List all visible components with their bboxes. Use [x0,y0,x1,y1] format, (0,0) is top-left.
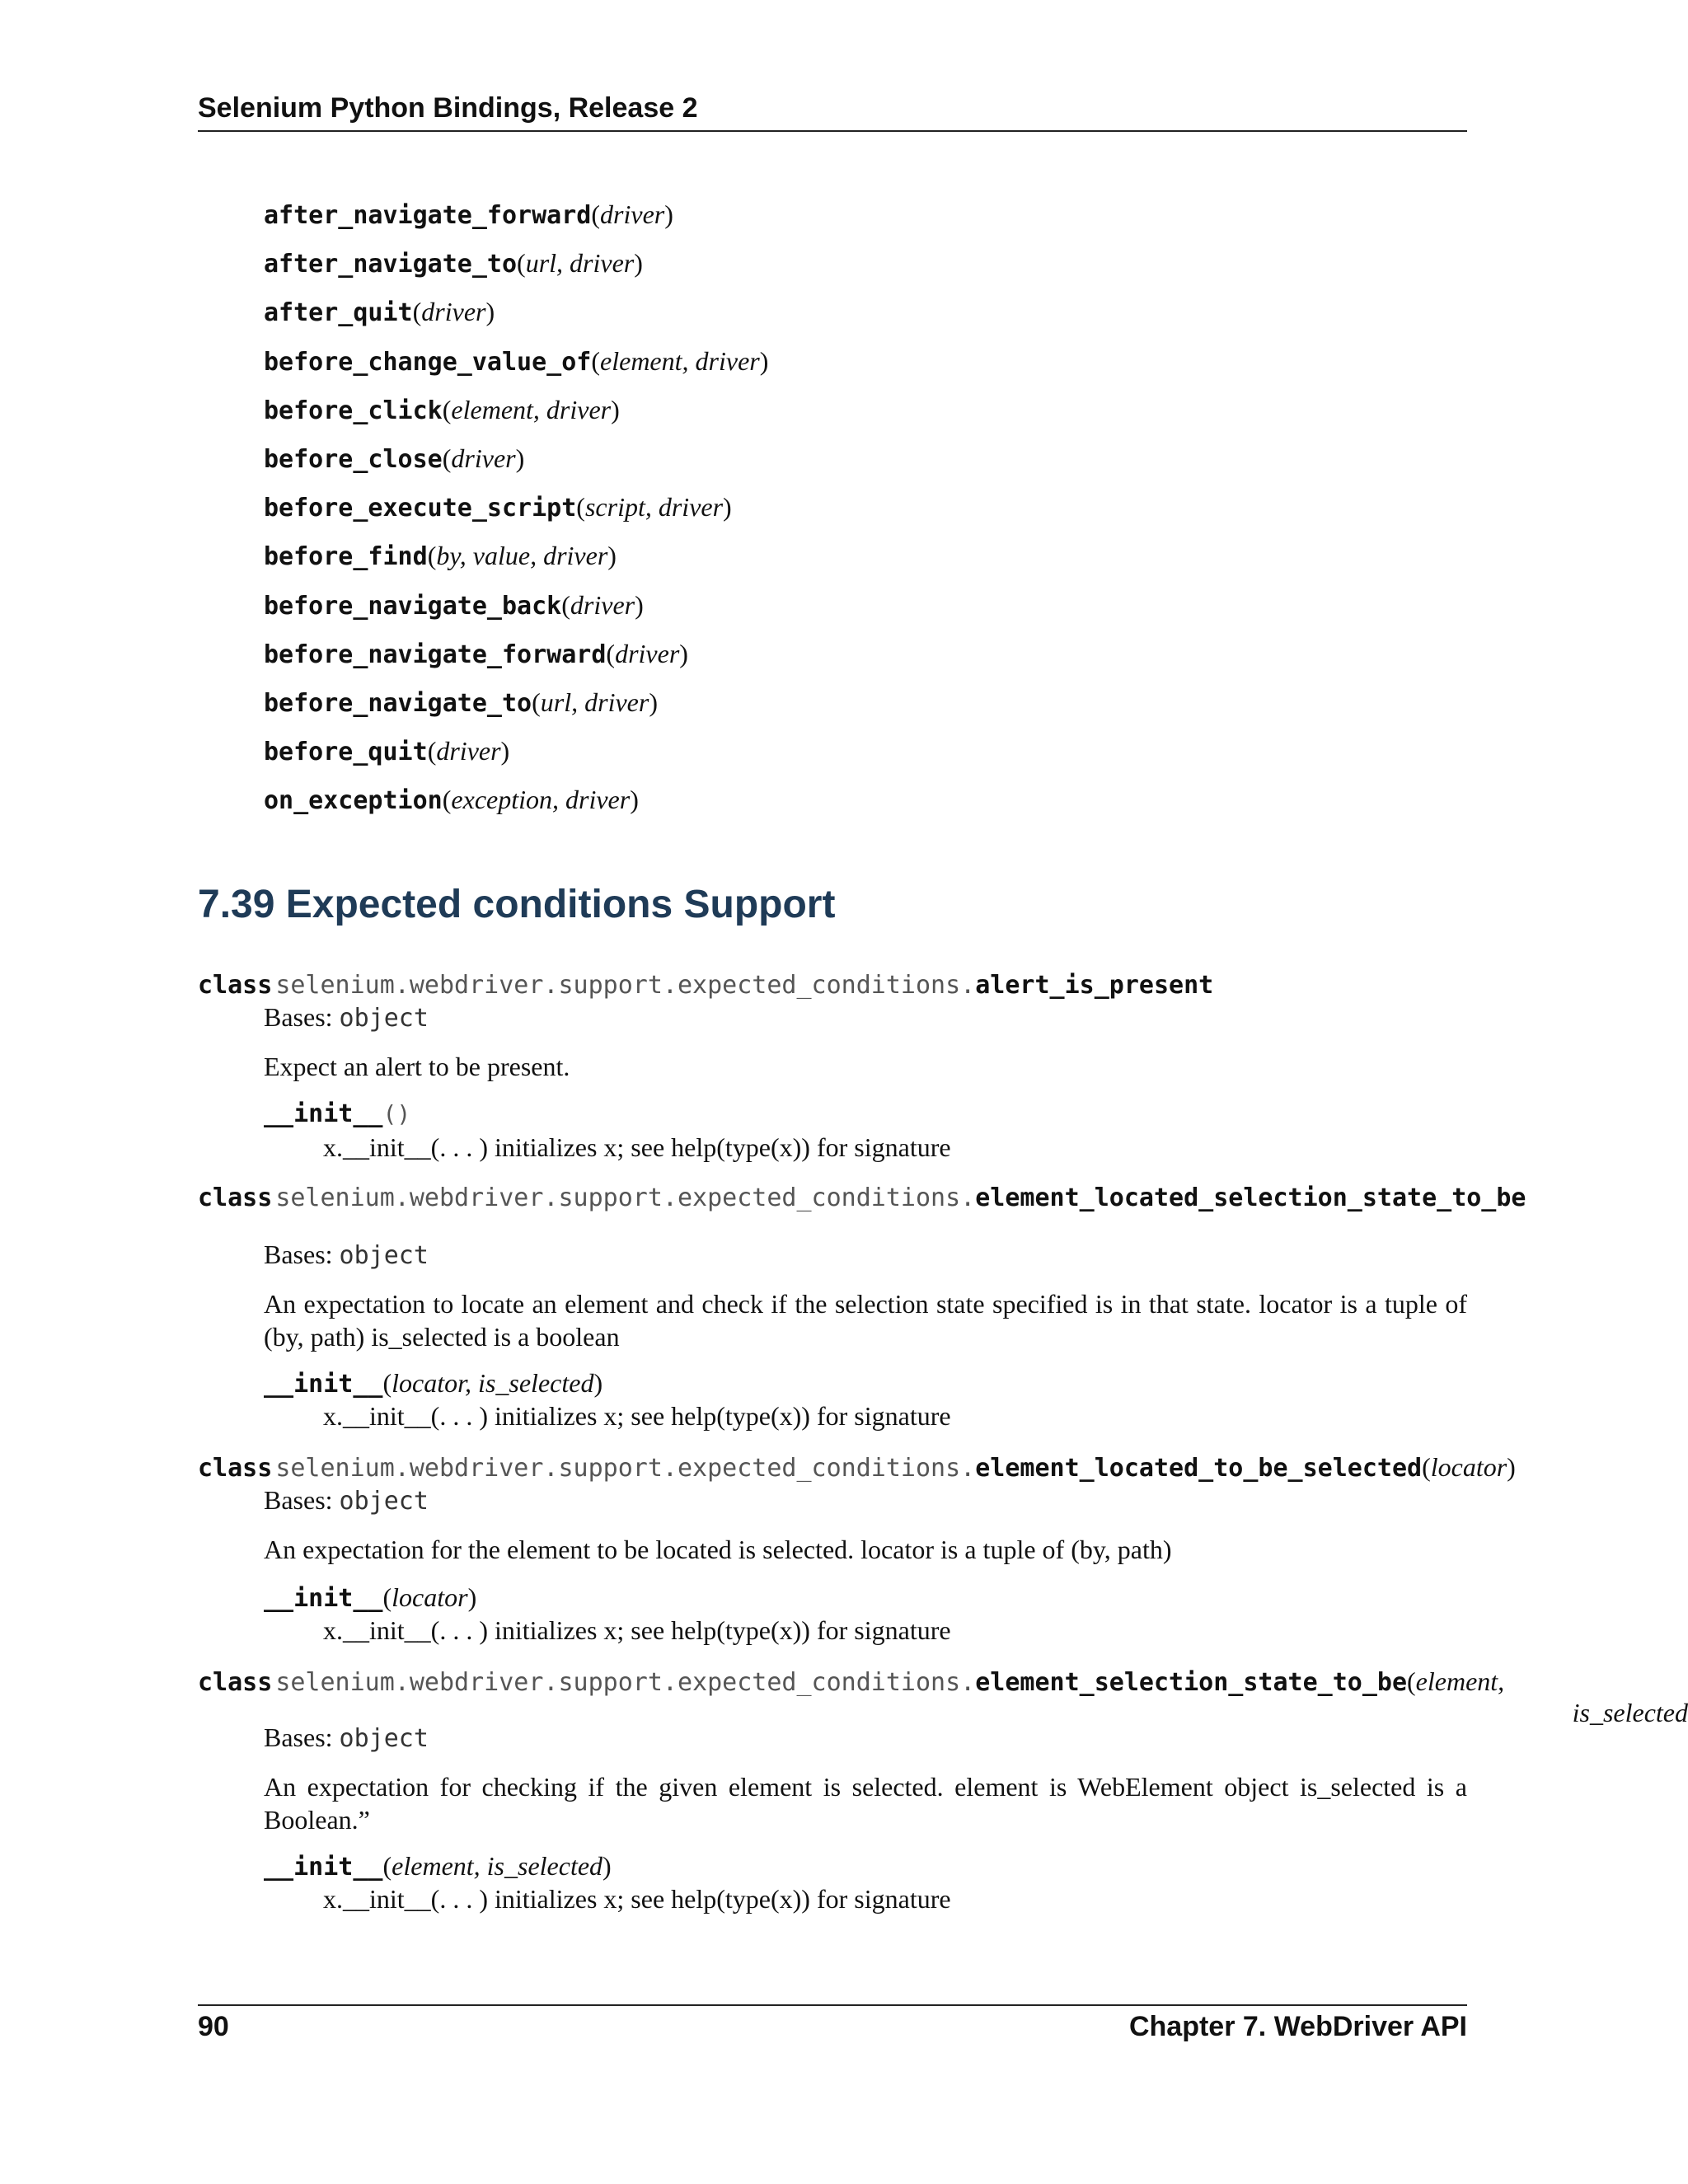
class-module-path: selenium.webdriver.support.expected_conditions. [275,1183,976,1212]
class-description: An expectation for the element to be located is selected. locator is a tuple of (by, path) [264,1535,1172,1564]
method-signature [264,199,673,230]
method-signature [264,687,658,718]
running-header-title: Selenium Python Bindings, Release 2 [198,92,698,124]
class-keyword: class [198,1183,273,1212]
method-signature [264,736,509,766]
method-args: url, driver [525,248,635,278]
class-name: alert_is_present [975,971,1214,1000]
init-args: () [382,1100,411,1127]
class-name: element_located_selection_state_to_be [975,1183,1526,1212]
method-signature [264,590,644,621]
class-signature [198,971,1213,1000]
open-paren: ( [442,443,452,473]
method-args: driver [451,443,516,473]
class-args-continuation [1573,1698,1688,1728]
init-description: x.__init__(. . . ) initializes x; see help(type(x)) for signature [323,1132,951,1162]
footer-page-number: 90 [198,2011,229,2042]
close-paren: ) [723,492,732,522]
open-paren: ( [1407,1666,1416,1696]
close-paren: ) [467,1582,477,1612]
init-args: locator [392,1582,468,1612]
method-signature [264,443,524,474]
method-name: before_change_value_of [264,348,592,377]
close-paren: ) [664,199,673,229]
close-paren: ) [603,1851,612,1881]
method-args: driver [600,199,665,229]
method-args: by, value, driver [436,541,608,570]
method-name: before_find [264,542,428,571]
method-signature [264,639,688,669]
init-name: __init__ [264,1853,383,1882]
open-paren: ( [382,1851,392,1881]
footer-rule [198,2004,1467,2006]
open-paren: ( [382,1368,392,1398]
method-signature [264,395,620,425]
close-paren: ) [634,248,643,278]
class-description: An expectation to locate an element and check if the selection state specified is in that state. locator is a tuple of (by, path) is_selected is a boolean [264,1289,1467,1352]
class-signature [198,1452,1516,1483]
bases-label: Bases: [264,1002,333,1032]
bases-value: object [339,1724,429,1753]
open-paren: ( [576,492,585,522]
method-name: after_quit [264,298,413,327]
class-args: locator [1430,1452,1507,1482]
method-name: before_close [264,445,443,474]
bases-line [264,1485,429,1516]
close-paren: ) [630,785,639,814]
open-paren: ( [1422,1452,1431,1482]
open-paren: ( [591,346,601,376]
close-paren: ) [500,736,510,766]
open-paren: ( [442,785,452,814]
open-paren: ( [517,248,526,278]
close-paren: ) [635,590,644,620]
method-signature [264,541,617,571]
class-keyword: class [198,1668,273,1697]
class-description: An expectation for checking if the given element is selected. element is WebElement object is_selected is a Boolean.” [264,1772,1467,1835]
bases-value: object [339,1004,429,1033]
method-args: script, driver [584,492,724,522]
method-args: driver [615,639,680,668]
class-keyword: class [198,971,273,1000]
class-args-wrapped: is_selected [1572,1698,1688,1727]
close-paren: ) [679,639,688,668]
init-signature [264,1851,612,1882]
class-name: element_located_to_be_selected [975,1454,1423,1483]
class-module-path: selenium.webdriver.support.expected_conditions. [275,1454,976,1483]
method-signature [264,785,639,815]
class-module-path: selenium.webdriver.support.expected_conditions. [275,1668,976,1697]
open-paren: ( [427,541,437,570]
method-args: exception, driver [451,785,631,814]
header-rule [198,130,1467,132]
close-paren: ) [515,443,525,473]
method-signature [264,248,643,279]
open-paren: ( [427,736,437,766]
method-signature [264,346,768,377]
method-name: before_navigate_to [264,689,532,718]
footer-chapter-title: Chapter 7. WebDriver API [1128,2011,1467,2042]
method-name: before_navigate_back [264,592,562,621]
init-description: x.__init__(. . . ) initializes x; see help(type(x)) for signature [323,1884,951,1914]
close-paren: ) [611,395,620,424]
method-args: driver [436,736,501,766]
method-args: element, driver [600,346,760,376]
method-name: before_execute_script [264,494,577,523]
init-args: element, is_selected [392,1851,603,1881]
method-name: before_click [264,396,443,425]
class-description: Expect an alert to be present. [264,1052,570,1081]
class-signature [198,1666,1504,1697]
init-name: __init__ [264,1584,383,1613]
method-name: on_exception [264,786,443,815]
bases-label: Bases: [264,1485,333,1515]
bases-line [264,1722,429,1753]
open-paren: ( [532,687,541,717]
open-paren: ( [591,199,601,229]
init-name: __init__ [264,1370,383,1399]
method-args: driver [421,297,486,326]
bases-line [264,1240,429,1270]
open-paren: ( [412,297,422,326]
method-signature [264,297,495,327]
bases-value: object [339,1241,429,1270]
method-signature [264,492,732,523]
class-keyword: class [198,1454,273,1483]
init-signature [264,1582,476,1613]
bases-label: Bases: [264,1240,333,1269]
method-name: after_navigate_forward [264,201,592,230]
class-module-path: selenium.webdriver.support.expected_conditions. [275,971,976,1000]
open-paren: ( [382,1582,392,1612]
close-paren: ) [649,687,658,717]
init-name: __init__ [264,1099,383,1128]
bases-value: object [339,1487,429,1516]
method-name: after_navigate_to [264,250,518,279]
close-paren: ) [485,297,495,326]
bases-line [264,1002,429,1033]
init-description: x.__init__(. . . ) initializes x; see help(type(x)) for signature [323,1401,951,1431]
class-args: element, [1415,1666,1505,1696]
init-signature [264,1099,410,1128]
method-args: url, driver [540,687,649,717]
close-paren: ) [593,1368,603,1398]
open-paren: ( [606,639,616,668]
section-heading: 7.39 Expected conditions Support [198,883,836,926]
init-signature [264,1368,603,1399]
open-paren: ( [442,395,452,424]
class-signature [198,1183,1526,1212]
init-description: x.__init__(. . . ) initializes x; see help(type(x)) for signature [323,1615,951,1645]
close-paren: ) [759,346,769,376]
close-paren: ) [607,541,617,570]
open-paren: ( [561,590,570,620]
class-name: element_selection_state_to_be [975,1668,1408,1697]
close-paren: ) [1507,1452,1516,1482]
method-name: before_navigate_forward [264,640,607,669]
init-args: locator, is_selected [392,1368,594,1398]
method-args: element, driver [451,395,612,424]
method-name: before_quit [264,738,428,766]
bases-label: Bases: [264,1722,333,1752]
method-args: driver [570,590,635,620]
